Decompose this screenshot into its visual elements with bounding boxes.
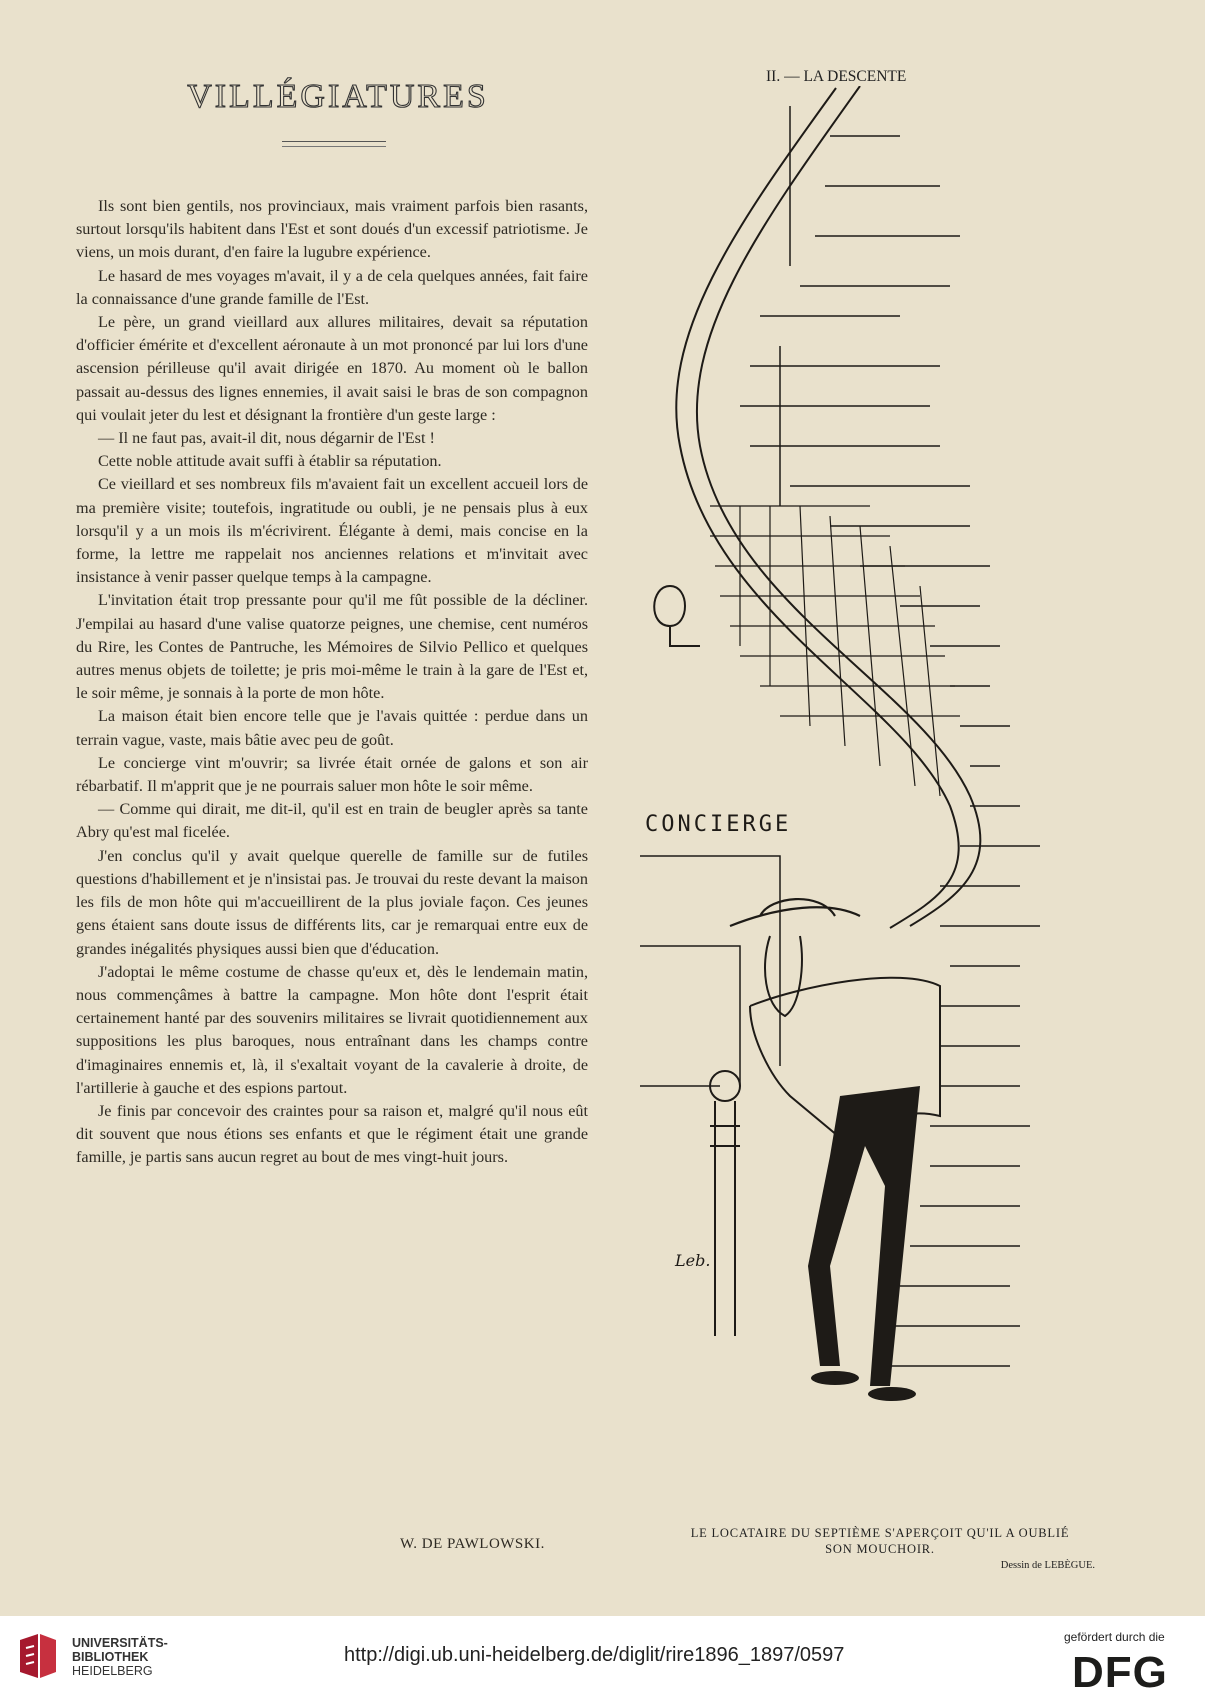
permalink-url[interactable]: http://digi.ub.uni-heidelberg.de/diglit/rire1896_1897/0597	[344, 1644, 845, 1666]
viewer-footer	[0, 1616, 1205, 1704]
article-title: VILLÉGIATURES	[187, 78, 489, 115]
article-body	[76, 195, 588, 1170]
library-name: UNIVERSITÄTS- BIBLIOTHEK HEIDELBERG	[72, 1636, 168, 1678]
artist-monogram: Leb.	[675, 1251, 711, 1270]
newel-post	[710, 1101, 740, 1336]
paragraph: Le père, un grand vieillard aux allures militaires, devait sa réputation d'officier émérite et d'excellent aéronaute à un mot prononcé par lui lors d'une ascension périlleuse qu'il avait dirigée en 1870. Au moment où le ballon passait au-dessus des lignes ennemies, il avait saisi le bras de son compagnon qui voulait jeter du lest et désignant la frontière d'un geste large :	[76, 313, 588, 424]
paragraph: L'invitation était trop pressante pour qu'il me fût possible de la décliner. J'empilai au hasard d'une valise quatorze peignes, une chemise, cent numéros du Rire, les Contes de Pantruche, les Mémoires de Silvio Pellico et quelques autres menus objets de toilette; je pris moi-même le train à la gare de l'Est et, le soir même, je sonnais à la porte de mon hôte.	[76, 591, 588, 703]
paragraph: J'en conclus qu'il y avait quelque querelle de famille sur de futiles questions d'habillement et je n'insistai pas. Je trouvai du reste devant la maison les fils de mon hôte qui m'accueillirent de la plus joviale façon. Ces jeunes gens étaient sans doute issus de différents lits, car je remarquai entre eux de grandes inégalités physiques aussi bien que d'éducation.	[76, 846, 588, 958]
caption-line: LE LOCATAIRE DU SEPTIÈME S'APERÇOIT QU'IL A OUBLIÉ	[690, 1526, 1070, 1540]
paragraph: Ils sont bien gentils, nos provinciaux, mais vraiment parfois bien rasants, surtout lorsqu'ils habitent dans l'Est et sont doués d'un excessif patriotisme. Je viens, un mois durant, d'en faire la lugubre expérience.	[76, 197, 588, 262]
right-shoe	[868, 1387, 916, 1401]
paragraph: Le hasard de mes voyages m'avait, il y a de cela quelques années, fait faire la connaissance d'une grande famille de l'Est.	[76, 266, 588, 308]
paragraph: Ce vieillard et ses nombreux fils m'avaient fait un excellent accueil lors de ma première visite; toutefois, ingratitude ou oubli, je ne pensais plus à eux lorsqu'il y a un mois ils m'écrivirent. Élégante à demi, mais concise en la forme, la lettre me rappelait nos anciennes relations et m'invitait avec insistance à venir passer quelque temps à la campagne.	[76, 475, 588, 587]
illustration-heading: II. — LA DESCENTE	[766, 68, 907, 85]
left-shoe	[811, 1371, 859, 1385]
figure-head	[765, 936, 802, 1016]
hat	[730, 899, 860, 926]
caption-line: SON MOUCHOIR.	[825, 1542, 935, 1556]
illustration-caption	[660, 1525, 1100, 1557]
paragraph: Le concierge vint m'ouvrir; sa livrée était ornée de galons et son air rébarbatif. Il m'apprit que je ne pourrais saluer mon hôte le soir même.	[76, 753, 588, 796]
figure-trousers	[808, 1086, 920, 1386]
hanging-lamp	[654, 586, 700, 646]
paragraph: — Il ne faut pas, avait-il dit, nous dégarnir de l'Est !	[98, 429, 435, 448]
funded-by-label: gefördert durch die	[1064, 1630, 1165, 1644]
handrail-inner	[676, 88, 958, 928]
paragraph: Je finis par concevoir des craintes pour sa raison et, malgré qu'il nous eût dit souvent que nous étions ses enfants et que le régiment était une grande famille, je partis sans aucun regret au bout de mes vingt-huit jours.	[76, 1101, 588, 1167]
title-ornament-rule	[282, 141, 386, 147]
university-library-logo-icon	[16, 1632, 60, 1680]
banister-grid	[710, 506, 960, 796]
paragraph: Cette noble attitude avait suffi à établir sa réputation.	[98, 452, 442, 471]
illustration-credit: Dessin de LEBÈGUE.	[1000, 1560, 1095, 1571]
paragraph: — Comme qui dirait, me dit-il, qu'il est en train de beugler après sa tante Abry qu'est mal ficelée.	[76, 800, 588, 842]
paragraph: J'adoptai le même costume de chasse qu'eux et, dès le lendemain matin, nous commençâmes à battre la campagne. Mon hôte dont l'esprit était certainement hanté par des souvenirs militaires se livrait quotidiennement aux suppositions les plus baroques, nous entraînant dans les champs contre d'imaginaires ennemis et, là, il s'exaltait voyant de la cavalerie à droite, de l'artillerie à gauche et des espions partout.	[76, 962, 588, 1097]
paragraph: La maison était bien encore telle que je l'avais quittée : perdue dans un terrain vague, vaste, mais bâtie avec peu de goût.	[76, 707, 588, 749]
concierge-door	[640, 856, 780, 1086]
dfg-logo: DFG	[1072, 1648, 1168, 1697]
author-signature: W. DE PAWLOWSKI.	[400, 1536, 545, 1552]
staircase-illustration	[640, 86, 1110, 1496]
concierge-sign: CONCIERGE	[645, 812, 792, 837]
